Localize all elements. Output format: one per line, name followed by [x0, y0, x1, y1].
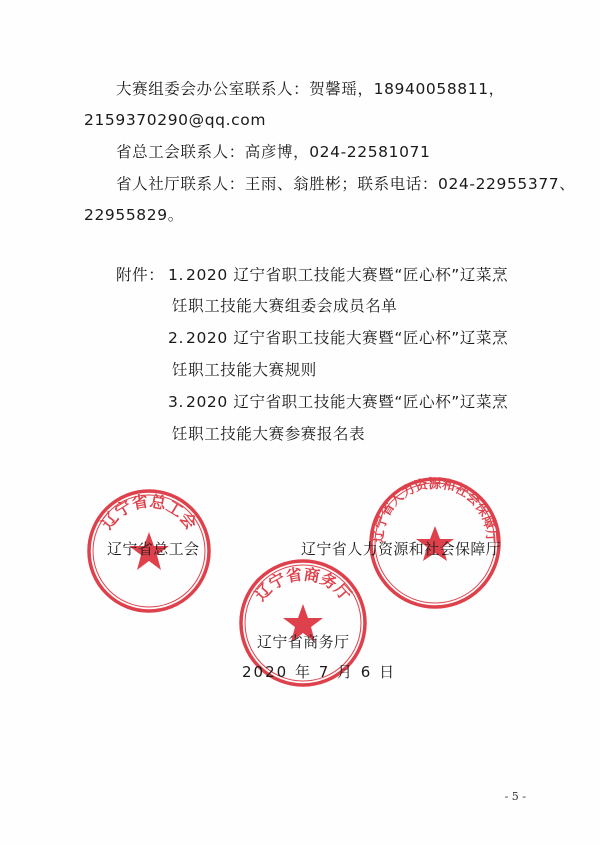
signature-union: 辽宁省总工会: [107, 540, 200, 558]
hrss-contact-line: 省人社厅联系人：王雨、翁胜彬；联系电话：024-22955377、: [116, 175, 576, 193]
hrss-contact-line-2: 22955829。: [84, 206, 184, 224]
page-number: - 5 -: [504, 790, 526, 803]
committee-contact-line: 大赛组委会办公室联系人：贺馨瑶，18940058811，: [116, 80, 505, 98]
attachment-1-line-2: 饪职工技能大赛组委会成员名单: [172, 297, 398, 315]
attachment-3-number: 3.: [168, 393, 184, 411]
hrss-seal-text: 辽宁省人力资源和社会保障厅: [371, 476, 499, 544]
attachment-2-line-1: 2020 辽宁省职工技能大赛暨“匠心杯”辽菜烹: [186, 329, 509, 347]
union-seal-text: 辽宁省总工会: [97, 491, 201, 533]
attachment-1-line-1: 2020 辽宁省职工技能大赛暨“匠心杯”辽菜烹: [186, 266, 509, 284]
commerce-seal-text: 辽宁省商务厅: [250, 564, 356, 605]
signature-commerce: 辽宁省商务厅: [257, 633, 350, 651]
attachments-label: 附件：: [116, 266, 165, 284]
document-date: 2020 年 7 月 6 日: [242, 663, 397, 681]
attachment-3-line-1: 2020 辽宁省职工技能大赛暨“匠心杯”辽菜烹: [186, 393, 509, 411]
svg-text:辽宁省商务厅: [251, 565, 355, 605]
svg-text:辽宁省总工会: [97, 492, 200, 533]
attachment-2-number: 2.: [168, 329, 184, 347]
attachment-1-number: 1.: [168, 266, 184, 284]
attachment-2-line-2: 饪职工技能大赛规则: [172, 361, 317, 379]
signature-hrss: 辽宁省人力资源和社会保障厅: [301, 540, 502, 558]
committee-email: 2159370290@qq.com: [84, 111, 267, 129]
attachment-3-line-2: 饪职工技能大赛参赛报名表: [172, 425, 366, 443]
union-contact-line: 省总工会联系人：高彦博，024-22581071: [116, 143, 431, 161]
